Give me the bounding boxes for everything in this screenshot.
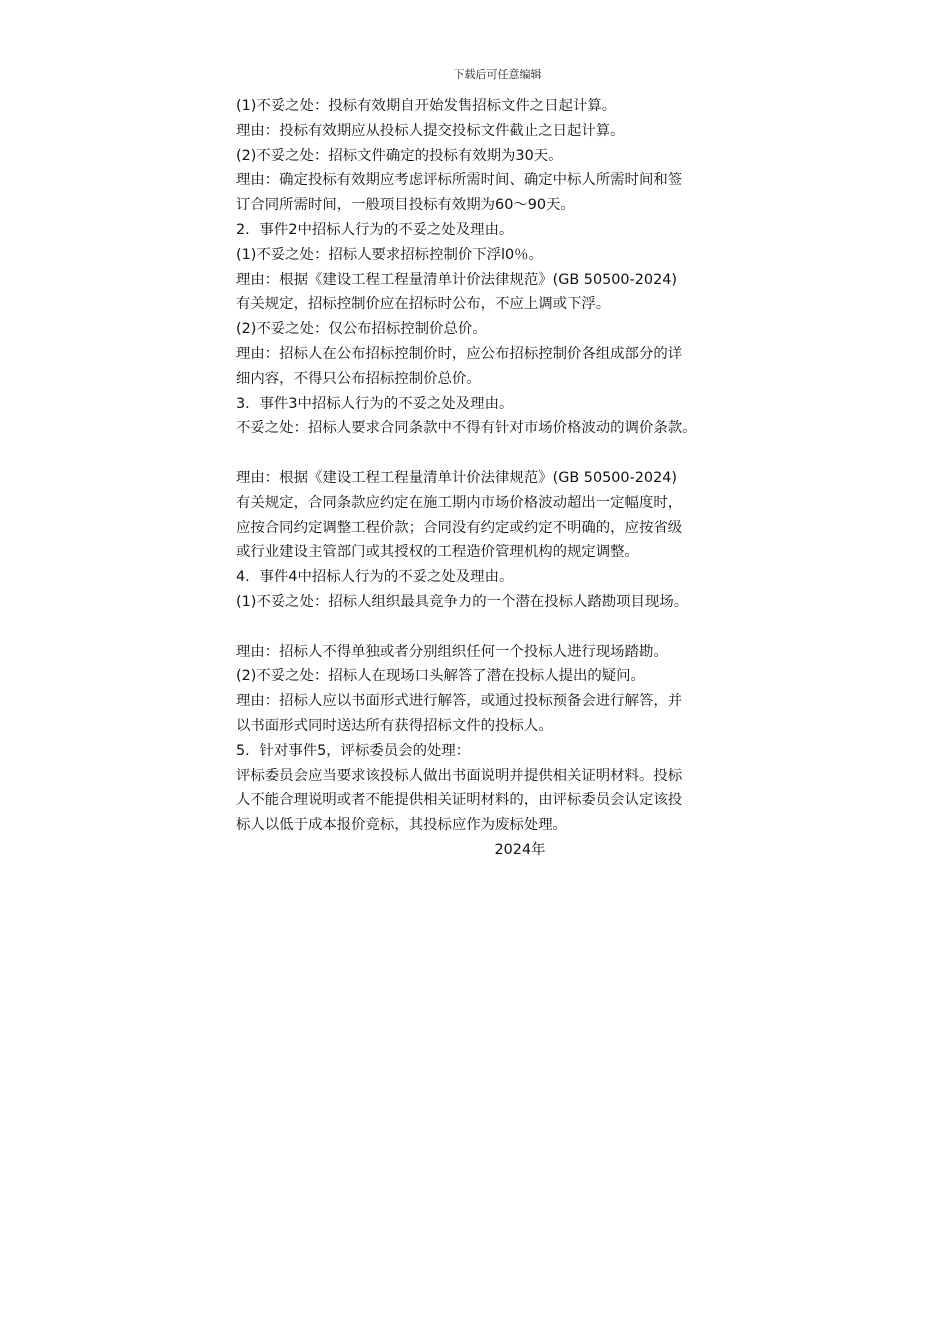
text-line: 有关规定，合同条款应约定在施工期内市场价格波动超出一定幅度时， — [236, 494, 683, 511]
text-line: 细内容，不得只公布招标控制价总价。 — [236, 370, 481, 387]
text-line: (1)不妥之处：招标人组织最具竞争力的一个潜在投标人踏勘项目现场。 — [236, 593, 689, 610]
footer-year: 2024年 — [494, 841, 546, 858]
text-line: 标人以低于成本报价竞标，其投标应作为废标处理。 — [236, 817, 567, 834]
text-line: (2)不妥之处：招标文件确定的投标有效期为30天。 — [236, 147, 563, 164]
section-heading: 4．事件4中招标人行为的不妥之处及理由。 — [236, 569, 514, 586]
text-line: 理由：招标人应以书面形式进行解答，或通过投标预备会进行解答，并 — [236, 693, 683, 710]
page-header: 下载后可任意编辑 — [453, 68, 542, 81]
text-line: 理由：根据《建设工程工程量清单计价法律规范》(GB 50500-2024) — [236, 469, 678, 486]
text-line: 或行业建设主管部门或其授权的工程造价管理机构的规定调整。 — [236, 544, 639, 561]
text-line: 评标委员会应当要求该投标人做出书面说明并提供相关证明材料。投标 — [236, 767, 683, 784]
section-heading: 2．事件2中招标人行为的不妥之处及理由。 — [236, 221, 514, 238]
text-line: (1)不妥之处：招标人要求招标控制价下浮l0％。 — [236, 246, 543, 263]
text-line: 理由：招标人在公布招标控制价时，应公布招标控制价各组成部分的详 — [236, 345, 683, 362]
text-line: 理由：投标有效期应从投标人提交投标文件截止之日起计算。 — [236, 122, 625, 139]
text-line: 不妥之处：招标人要求合同条款中不得有针对市场价格波动的调价条款。 — [236, 420, 697, 437]
section-heading: 5．针对事件5，评标委员会的处理： — [236, 742, 471, 759]
text-line: 以书面形式同时送达所有获得招标文件的投标人。 — [236, 717, 553, 734]
text-line: (1)不妥之处：投标有效期自开始发售招标文件之日起计算。 — [236, 98, 617, 114]
blank-line — [236, 441, 796, 466]
text-line: 理由：确定投标有效期应考虑评标所需时间、确定中标人所需时间和签 — [236, 172, 683, 189]
text-line: 有关规定，招标控制价应在招标时公布，不应上调或下浮。 — [236, 296, 611, 313]
text-line: 应按合同约定调整工程价款；合同没有约定或约定不明确的，应按省级 — [236, 519, 683, 536]
text-line: (2)不妥之处：招标人在现场口头解答了潜在投标人提出的疑问。 — [236, 668, 645, 685]
document-body — [236, 94, 796, 863]
text-line: 理由：招标人不得单独或者分别组织任何一个投标人进行现场踏勘。 — [236, 643, 668, 660]
text-line: 订合同所需时间，一般项目投标有效期为60～90天。 — [236, 197, 575, 214]
blank-line — [236, 615, 796, 640]
section-heading: 3．事件3中招标人行为的不妥之处及理由。 — [236, 395, 514, 412]
text-line: (2)不妥之处：仅公布招标控制价总价。 — [236, 321, 487, 338]
text-line: 理由：根据《建设工程工程量清单计价法律规范》(GB 50500-2024) — [236, 271, 678, 288]
text-line: 人不能合理说明或者不能提供相关证明材料的，由评标委员会认定该投 — [236, 792, 683, 809]
